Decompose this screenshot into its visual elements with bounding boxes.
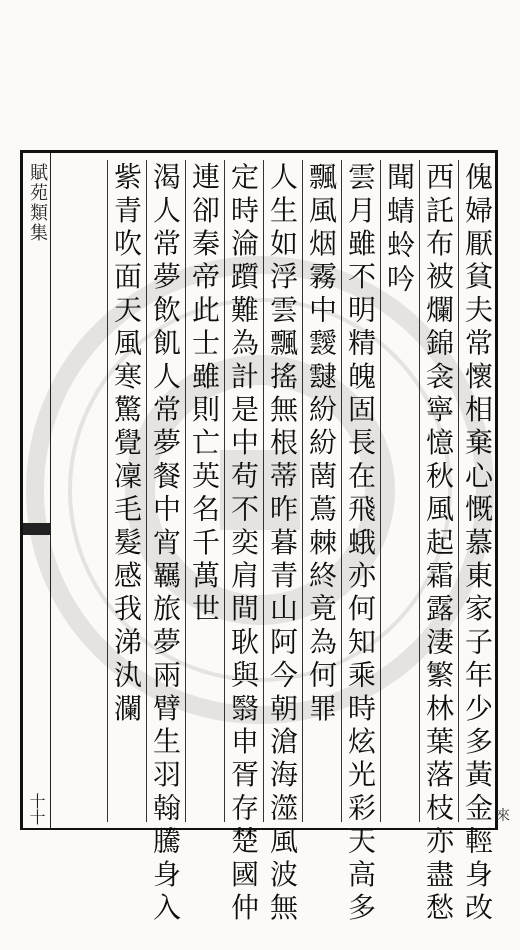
text-column-5: 飄風烟霧中靉靆紛紛菵蔦棘終竟為何罪 [302,160,338,822]
text-column-10: 紫青吹面天風寒驚覺凜毛髮感我涕汍瀾 [107,160,143,822]
text-column-1: 傀婦厭貧夫常懷相棄心慨慕東家子年少多黃金輕身改 [458,160,494,822]
center-strip [23,153,51,828]
margin-mark: 來 [496,808,510,824]
book-title: 賦苑類集 [27,163,48,243]
fish-tail-mark [23,523,51,535]
text-column-4: 雲月雖不明精魄固長在飛蛾亦何知乘時炫光彩天高多 [341,160,377,822]
text-column-7: 定時淪躓難為計是中苟不奕肩間耿與翳申胥存楚國仲 [224,160,260,822]
text-column-3: 聞蜻蛉吟 [380,160,416,822]
text-column-2: 西託布被爛錦衾寧憶秋風起霜露淒繁林葉落枝亦盡愁 [419,160,455,822]
text-column-8: 連卻秦帝此士雖則亡英名千萬世 [185,160,221,822]
text-column-6: 人生如浮雲飄搖無根蒂昨暮青山阿今朝滄海澨風波無 [263,160,299,822]
page-number: 十十 [27,793,46,825]
text-column-9: 渴人常夢飲飢人常夢餐中宵羈旅夢兩臂生羽翰騰身入 [146,160,182,822]
